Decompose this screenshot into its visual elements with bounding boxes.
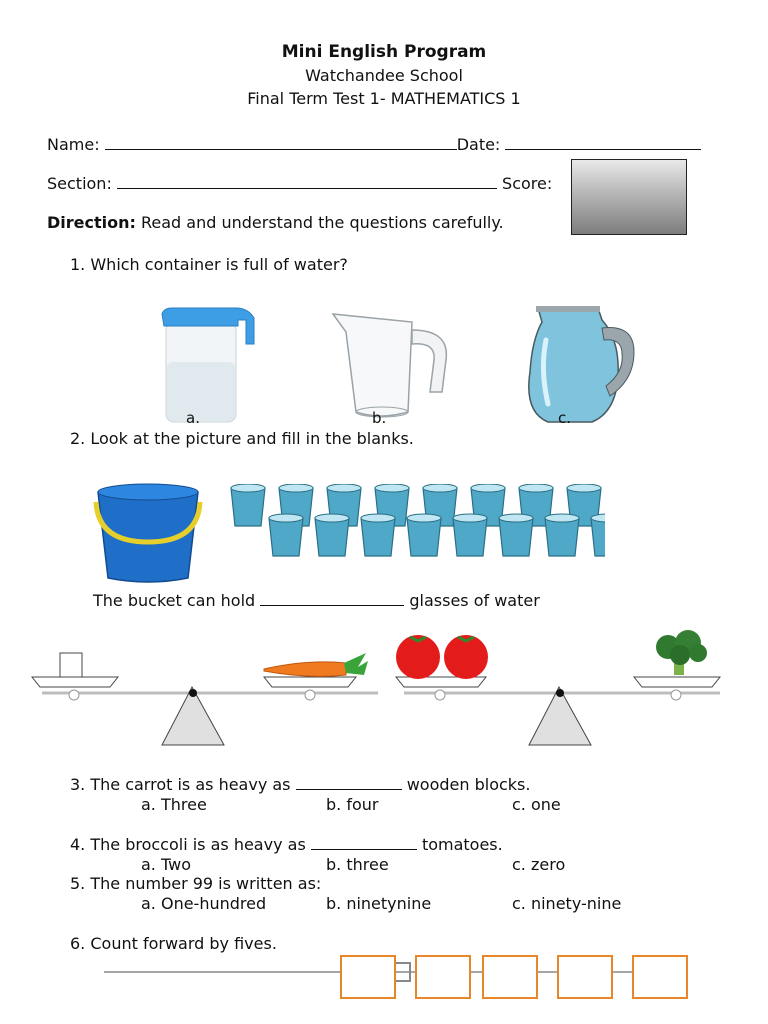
question-4 xyxy=(70,835,503,854)
question-3 xyxy=(70,775,530,794)
left-scale xyxy=(32,653,378,745)
q2-blank[interactable] xyxy=(260,591,404,606)
balance-scales-image xyxy=(28,625,728,750)
right-scale xyxy=(396,630,720,745)
wooden-block xyxy=(60,653,82,677)
option-b-label: b. xyxy=(372,409,387,427)
date-label: Date: xyxy=(456,135,501,154)
q2-sentence-end: glasses of water xyxy=(404,591,540,610)
direction xyxy=(47,213,504,232)
water-glass-10 xyxy=(315,514,349,556)
date-blank[interactable] xyxy=(505,135,701,150)
water-glass-16 xyxy=(591,514,605,556)
question-2: 2. Look at the picture and fill in the blanks. xyxy=(70,429,414,448)
question-6: 6. Count forward by fives. xyxy=(70,934,277,953)
water-glass-11 xyxy=(361,514,395,556)
section-blank[interactable] xyxy=(117,174,497,189)
water-glass-15 xyxy=(545,514,579,556)
school-name: Watchandee School xyxy=(305,66,463,85)
glasses-image xyxy=(225,484,605,566)
section-label: Section: xyxy=(47,174,112,193)
q3-text-end: wooden blocks. xyxy=(401,775,531,794)
count-box-3[interactable] xyxy=(482,955,538,999)
q5-option-a[interactable]: a. One-hundred xyxy=(141,894,267,913)
name-blank[interactable] xyxy=(105,135,457,150)
water-glass-12 xyxy=(407,514,441,556)
q3-blank[interactable] xyxy=(296,775,402,790)
count-box-4[interactable] xyxy=(557,955,613,999)
program-title: Mini English Program xyxy=(281,42,487,62)
q4-option-c[interactable]: c. zero xyxy=(512,855,566,874)
q4-option-a[interactable]: a. Two xyxy=(141,855,191,874)
q3-option-c[interactable]: c. one xyxy=(512,795,561,814)
direction-label: Direction: xyxy=(47,213,136,232)
water-glass-13 xyxy=(453,514,487,556)
name-date-row xyxy=(47,135,701,154)
test-title: Final Term Test 1- MATHEMATICS 1 xyxy=(247,89,521,108)
q3-option-a[interactable]: a. Three xyxy=(141,795,207,814)
option-c-label: c. xyxy=(558,409,572,427)
count-box-2[interactable] xyxy=(415,955,471,999)
carrot xyxy=(264,662,346,676)
water-glass-14 xyxy=(499,514,533,556)
q4-text-start: 4. The broccoli is as heavy as xyxy=(70,835,311,854)
q4-blank[interactable] xyxy=(311,835,417,850)
question-1: 1. Which container is full of water? xyxy=(70,255,348,274)
jug-c-image xyxy=(529,306,634,422)
option-a-label: a. xyxy=(186,409,200,427)
q1-containers xyxy=(150,300,650,430)
direction-text: Read and understand the questions carefully. xyxy=(135,213,504,232)
water-glass-9 xyxy=(269,514,303,556)
q3-option-b[interactable]: b. four xyxy=(326,795,379,814)
q2-sentence-start: The bucket can hold xyxy=(93,591,261,610)
score-label: Score: xyxy=(502,174,553,193)
q4-text-end: tomatoes. xyxy=(416,835,503,854)
count-box-1[interactable] xyxy=(340,955,396,999)
q5-option-c[interactable]: c. ninety-nine xyxy=(512,894,622,913)
q3-text-start: 3. The carrot is as heavy as xyxy=(70,775,296,794)
jar-a-image xyxy=(162,308,254,422)
question-5: 5. The number 99 is written as: xyxy=(70,874,322,893)
score-box[interactable] xyxy=(571,159,687,235)
broccoli xyxy=(656,630,707,675)
count-box-5[interactable] xyxy=(632,955,688,999)
q4-option-b[interactable]: b. three xyxy=(326,855,389,874)
bucket-image xyxy=(88,480,208,586)
name-label: Name: xyxy=(47,135,100,154)
pitcher-b-image xyxy=(333,314,446,417)
q2-sentence xyxy=(93,591,540,610)
section-score-row xyxy=(47,174,552,193)
q5-option-b[interactable]: b. ninetynine xyxy=(326,894,432,913)
water-glass-1 xyxy=(231,484,265,526)
